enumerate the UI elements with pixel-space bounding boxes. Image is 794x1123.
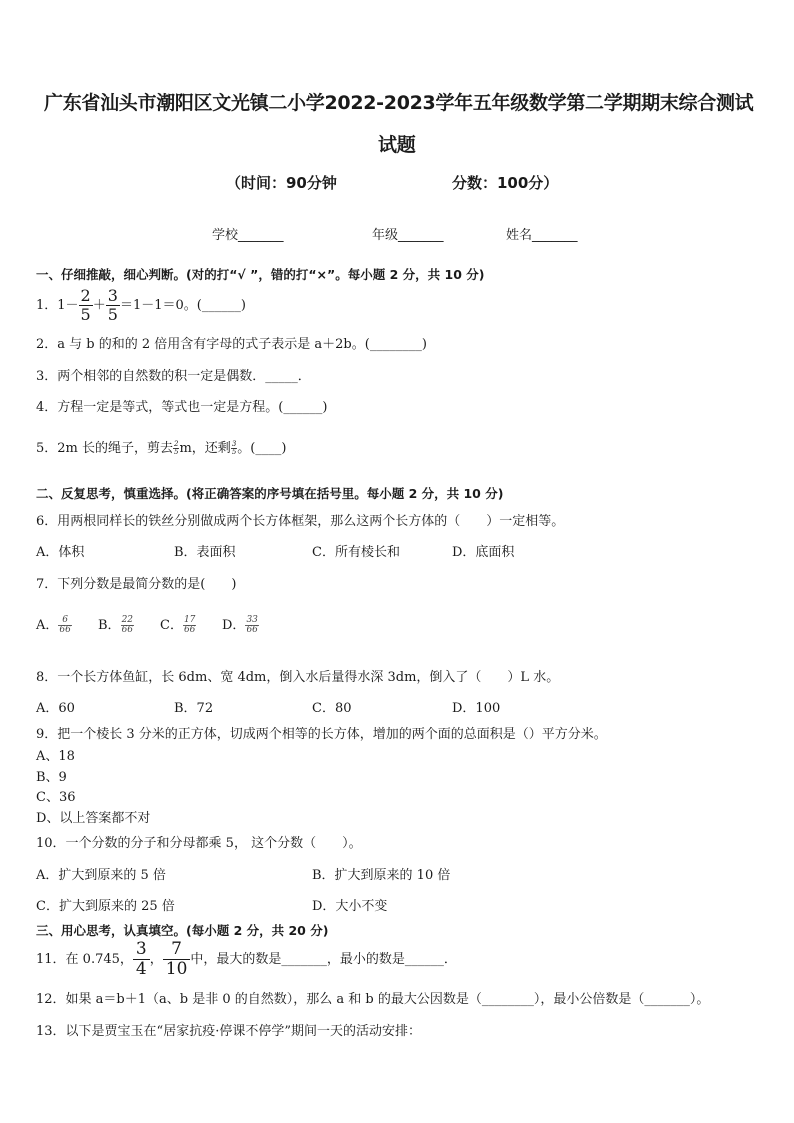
school-field[interactable]: 学校_______ bbox=[212, 228, 284, 243]
fraction: $\frac{33}{66}$ bbox=[246, 615, 258, 635]
option-a: A． $\frac{6}{66}$ bbox=[36, 615, 71, 635]
grade-field[interactable]: 年级_______ bbox=[372, 228, 444, 243]
option-c: C． $\frac{17}{66}$ bbox=[160, 615, 196, 635]
question-9: 9．把一个棱长 3 分米的正方体，切成两个相等的长方体，增加的两个面的总面积是（）平方分米。 bbox=[36, 727, 607, 742]
option-b: B．72 bbox=[174, 701, 214, 716]
option-b: B．扩大到原来的 10 倍 bbox=[312, 868, 451, 883]
question-10: 10．一个分数的分子和分母都乘 5， 这个分数（ ）。 bbox=[36, 836, 362, 851]
fraction: $\frac{6}{66}$ bbox=[59, 615, 71, 635]
option-a: A．扩大到原来的 5 倍 bbox=[36, 868, 166, 883]
option-b: B． $\frac{22}{66}$ bbox=[98, 615, 134, 635]
option-c: C、36 bbox=[36, 790, 76, 805]
fraction: $\frac{2}{5}$ bbox=[80, 286, 91, 324]
option-d: D．100 bbox=[452, 701, 501, 716]
question-13: 13．以下是贾宝玉在“居家抗疫·停课不停学”期间一天的活动安排： bbox=[36, 1024, 421, 1039]
question-6: 6．用两根同样长的铁丝分别做成两个长方体框架，那么这两个长方体的（ ）一定相等。 bbox=[36, 514, 565, 529]
option-c: C．所有棱长和 bbox=[312, 545, 400, 560]
option-a: A、18 bbox=[36, 749, 75, 764]
fraction: $\frac{3}{5}$ bbox=[107, 286, 118, 324]
fraction: $\frac{17}{66}$ bbox=[183, 615, 196, 635]
section-2-heading: 二、反复思考，慎重选择。(将正确答案的序号填在括号里。每小题 2 分，共 10 分) bbox=[36, 486, 504, 501]
option-c: C．扩大到原来的 25 倍 bbox=[36, 899, 175, 914]
question-4: 4．方程一定是等式，等式也一定是方程。(______) bbox=[36, 400, 328, 415]
exam-time: （时间：90分钟 bbox=[226, 174, 337, 192]
question-7: 7．下列分数是最简分数的是( ) bbox=[36, 577, 237, 592]
option-c: C．80 bbox=[312, 701, 352, 716]
question-1: 1．1－ $\frac{2}{5}$ ＋ $\frac{3}{5}$ ＝1－1＝0。(______) bbox=[36, 286, 246, 324]
question-12: 12．如果 a＝b＋1（a、b 是非 0 的自然数），那么 a 和 b 的最大公因数是（________），最小公倍数是（_______）。 bbox=[36, 992, 710, 1007]
section-1-heading: 一、仔细推敲，细心判断。(对的打“√ ”，错的打“×”。每小题 2 分，共 10 分) bbox=[36, 267, 485, 282]
question-5: 5．2m 长的绳子，剪去 $\frac{2}{5}$ m，还剩 $\frac{3}{5}$ 。(____) bbox=[36, 440, 287, 456]
section-3-heading: 三、用心思考，认真填空。(每小题 2 分，共 20 分) bbox=[36, 923, 329, 938]
fraction: $\frac{7}{10}$ bbox=[163, 940, 191, 979]
fraction: $\frac{2}{5}$ bbox=[174, 440, 179, 456]
fraction: $\frac{3}{4}$ bbox=[133, 940, 150, 979]
question-8: 8．一个长方体鱼缸，长 6dm、宽 4dm，倒入水后量得水深 3dm，倒入了（ ）L 水。 bbox=[36, 670, 560, 685]
question-3: 3．两个相邻的自然数的积一定是偶数．_____． bbox=[36, 369, 311, 384]
option-b: B、9 bbox=[36, 770, 67, 785]
option-d: D．底面积 bbox=[452, 545, 515, 560]
fraction: $\frac{3}{5}$ bbox=[231, 440, 237, 456]
question-11: 11．在 0.745， $\frac{3}{4}$ ， $\frac{7}{10}$ 中，最大的数是_______，最小的数是______． bbox=[36, 939, 457, 979]
option-d: D．大小不变 bbox=[312, 899, 388, 914]
question-2: 2．a 与 b 的和的 2 倍用含有字母的式子表示是 a＋2b。(________) bbox=[36, 337, 427, 352]
option-d: D、以上答案都不对 bbox=[36, 811, 151, 826]
option-a: A．60 bbox=[36, 701, 75, 716]
exam-score: 分数：100分） bbox=[452, 174, 559, 192]
page-title-line2: 试题 bbox=[378, 134, 416, 156]
name-field[interactable]: 姓名_______ bbox=[506, 228, 578, 243]
option-b: B．表面积 bbox=[174, 545, 236, 560]
option-a: A．体积 bbox=[36, 545, 85, 560]
page-title: 广东省汕头市潮阳区文光镇二小学2022-2023学年五年级数学第二学期期末综合测试 bbox=[44, 92, 754, 114]
option-d: D． $\frac{33}{66}$ bbox=[222, 615, 258, 635]
fraction: $\frac{22}{66}$ bbox=[121, 615, 134, 635]
